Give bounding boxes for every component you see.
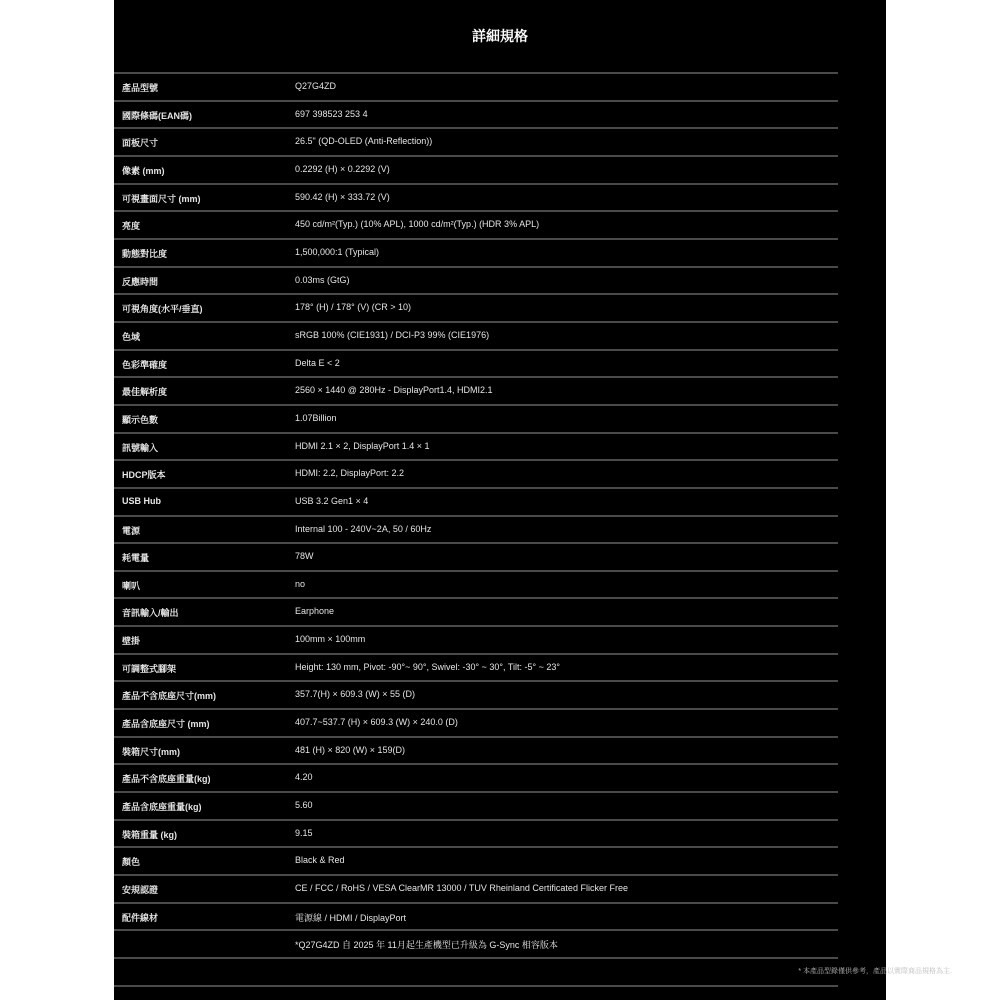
spec-value: 78W (295, 551, 314, 562)
page-title: 詳細規格 (472, 28, 528, 44)
spec-row (114, 682, 838, 710)
spec-value: HDMI 2.1 × 2, DisplayPort 1.4 × 1 (295, 440, 430, 451)
spec-row (114, 848, 838, 876)
spec-label: 可調整式腳架 (122, 663, 177, 674)
spec-row (114, 876, 838, 904)
spec-value: HDMI: 2.2, DisplayPort: 2.2 (295, 468, 405, 479)
spec-label: 音訊輸入/輸出 (122, 608, 179, 619)
spec-label: 像素 (mm) (122, 165, 165, 176)
spec-label: 訊號輸入 (122, 442, 159, 453)
spec-row (114, 268, 838, 296)
spec-row (114, 765, 838, 793)
spec-row (114, 323, 838, 351)
spec-row (114, 931, 838, 959)
spec-value: 0.2292 (H) × 0.2292 (V) (295, 163, 390, 174)
spec-table (114, 72, 838, 987)
spec-row (114, 599, 838, 627)
spec-value: USB 3.2 Gen1 × 4 (295, 495, 369, 506)
spec-row (114, 240, 838, 268)
spec-label: 耗電量 (122, 553, 150, 564)
spec-row (114, 710, 838, 738)
spec-value: sRGB 100% (CIE1931) / DCI-P3 99% (CIE1976) (295, 329, 490, 340)
spec-value: 357.7(H) × 609.3 (W) × 55 (D) (295, 689, 416, 700)
spec-row (114, 517, 838, 545)
spec-row (114, 434, 838, 462)
spec-label: 可視畫面尺寸 (mm) (122, 193, 201, 204)
spec-value: 1,500,000:1 (Typical) (295, 246, 380, 257)
spec-panel (114, 0, 886, 1000)
spec-row (114, 351, 838, 379)
spec-row (114, 738, 838, 766)
spec-row (114, 489, 838, 517)
spec-label: 國際條碼(EAN碼) (122, 110, 192, 121)
spec-value: no (295, 578, 306, 589)
spec-value: Q27G4ZD (295, 81, 337, 91)
spec-row (114, 295, 838, 323)
spec-row (114, 102, 838, 130)
spec-label: 產品型號 (122, 83, 159, 93)
spec-label: 產品含底座重量(kg) (122, 802, 202, 813)
spec-label: 亮度 (122, 221, 141, 232)
spec-row (114, 793, 838, 821)
spec-value: 178° (H) / 178° (V) (CR > 10) (295, 302, 411, 313)
spec-row (114, 157, 838, 185)
spec-row (114, 129, 838, 157)
spec-label: 反應時間 (122, 276, 159, 287)
spec-value: 1.07Billion (295, 412, 337, 423)
spec-value: Internal 100 - 240V~2A, 50 / 60Hz (295, 523, 432, 534)
spec-label: 色域 (122, 331, 141, 342)
spec-label: 電源 (122, 525, 141, 536)
spec-value: 450 cd/m²(Typ.) (10% APL), 1000 cd/m²(Typ.) (HDR 3% APL) (295, 219, 540, 230)
spec-label: 喇叭 (122, 580, 141, 591)
spec-value: 407.7~537.7 (H) × 609.3 (W) × 240.0 (D) (295, 717, 458, 728)
spec-label: 顏色 (122, 857, 141, 868)
spec-value: CE / FCC / RoHS / VESA ClearMR 13000 / TUV Rheinland Certificated Flicker Free (295, 883, 628, 894)
spec-label: 壁掛 (122, 636, 141, 647)
spec-label: 配件線材 (122, 912, 159, 923)
spec-value: 481 (H) × 820 (W) × 159(D) (295, 744, 406, 755)
spec-row (114, 74, 838, 102)
spec-row (114, 627, 838, 655)
spec-value: Delta E < 2 (295, 357, 340, 368)
spec-row (114, 461, 838, 489)
spec-value: 590.42 (H) × 333.72 (V) (295, 191, 390, 202)
spec-value: 100mm × 100mm (295, 634, 366, 645)
spec-label: 產品含底座尺寸 (mm) (122, 719, 210, 730)
spec-row (114, 185, 838, 213)
spec-value: Black & Red (295, 855, 345, 866)
spec-row (114, 212, 838, 240)
spec-label: 最佳解析度 (122, 387, 168, 398)
spec-value: 697 398523 253 4 (295, 108, 368, 119)
spec-label: 產品不含底座重量(kg) (122, 774, 211, 785)
spec-row (114, 821, 838, 849)
spec-row-empty (114, 959, 838, 987)
spec-label: USB Hub (122, 495, 161, 506)
spec-label: 裝箱重量 (kg) (122, 829, 177, 840)
spec-label: 產品不含底座尺寸(mm) (122, 691, 216, 702)
spec-row (114, 406, 838, 434)
spec-value: 電源線 / HDMI / DisplayPort (295, 912, 407, 923)
spec-row (114, 544, 838, 572)
spec-row (114, 904, 838, 932)
spec-row (114, 378, 838, 406)
spec-value: 0.03ms (GtG) (295, 274, 350, 285)
disclaimer-footnote: * 本產品型錄僅供參考，產品以實際商品規格為主. (798, 968, 952, 975)
spec-row (114, 572, 838, 600)
spec-value: 4.20 (295, 772, 313, 783)
spec-value: 26.5" (QD-OLED (Anti-Reflection)) (295, 136, 433, 147)
spec-label: 顯示色數 (122, 414, 159, 425)
spec-label: 面板尺寸 (122, 138, 159, 149)
spec-value: 5.60 (295, 800, 313, 811)
spec-label: 裝箱尺寸(mm) (122, 746, 180, 757)
spec-label: 安規認證 (122, 885, 159, 896)
spec-value: 2560 × 1440 @ 280Hz - DisplayPort1.4, HDMI2.1 (295, 385, 493, 396)
spec-label: HDCP版本 (122, 470, 166, 481)
spec-value: Earphone (295, 606, 335, 617)
spec-value: Height: 130 mm, Pivot: -90°~ 90°, Swivel: -30° ~ 30°, Tilt: -5° ~ 23° (295, 661, 560, 672)
spec-value: 9.15 (295, 827, 313, 838)
spec-label: 可視角度(水平/垂直) (122, 304, 203, 315)
spec-label: 動態對比度 (122, 248, 168, 259)
spec-value: *Q27G4ZD 自 2025 年 11月起生產機型已升級為 G-Sync 相容版本 (295, 940, 558, 951)
spec-row (114, 655, 838, 683)
spec-label: 色彩準確度 (122, 359, 168, 370)
